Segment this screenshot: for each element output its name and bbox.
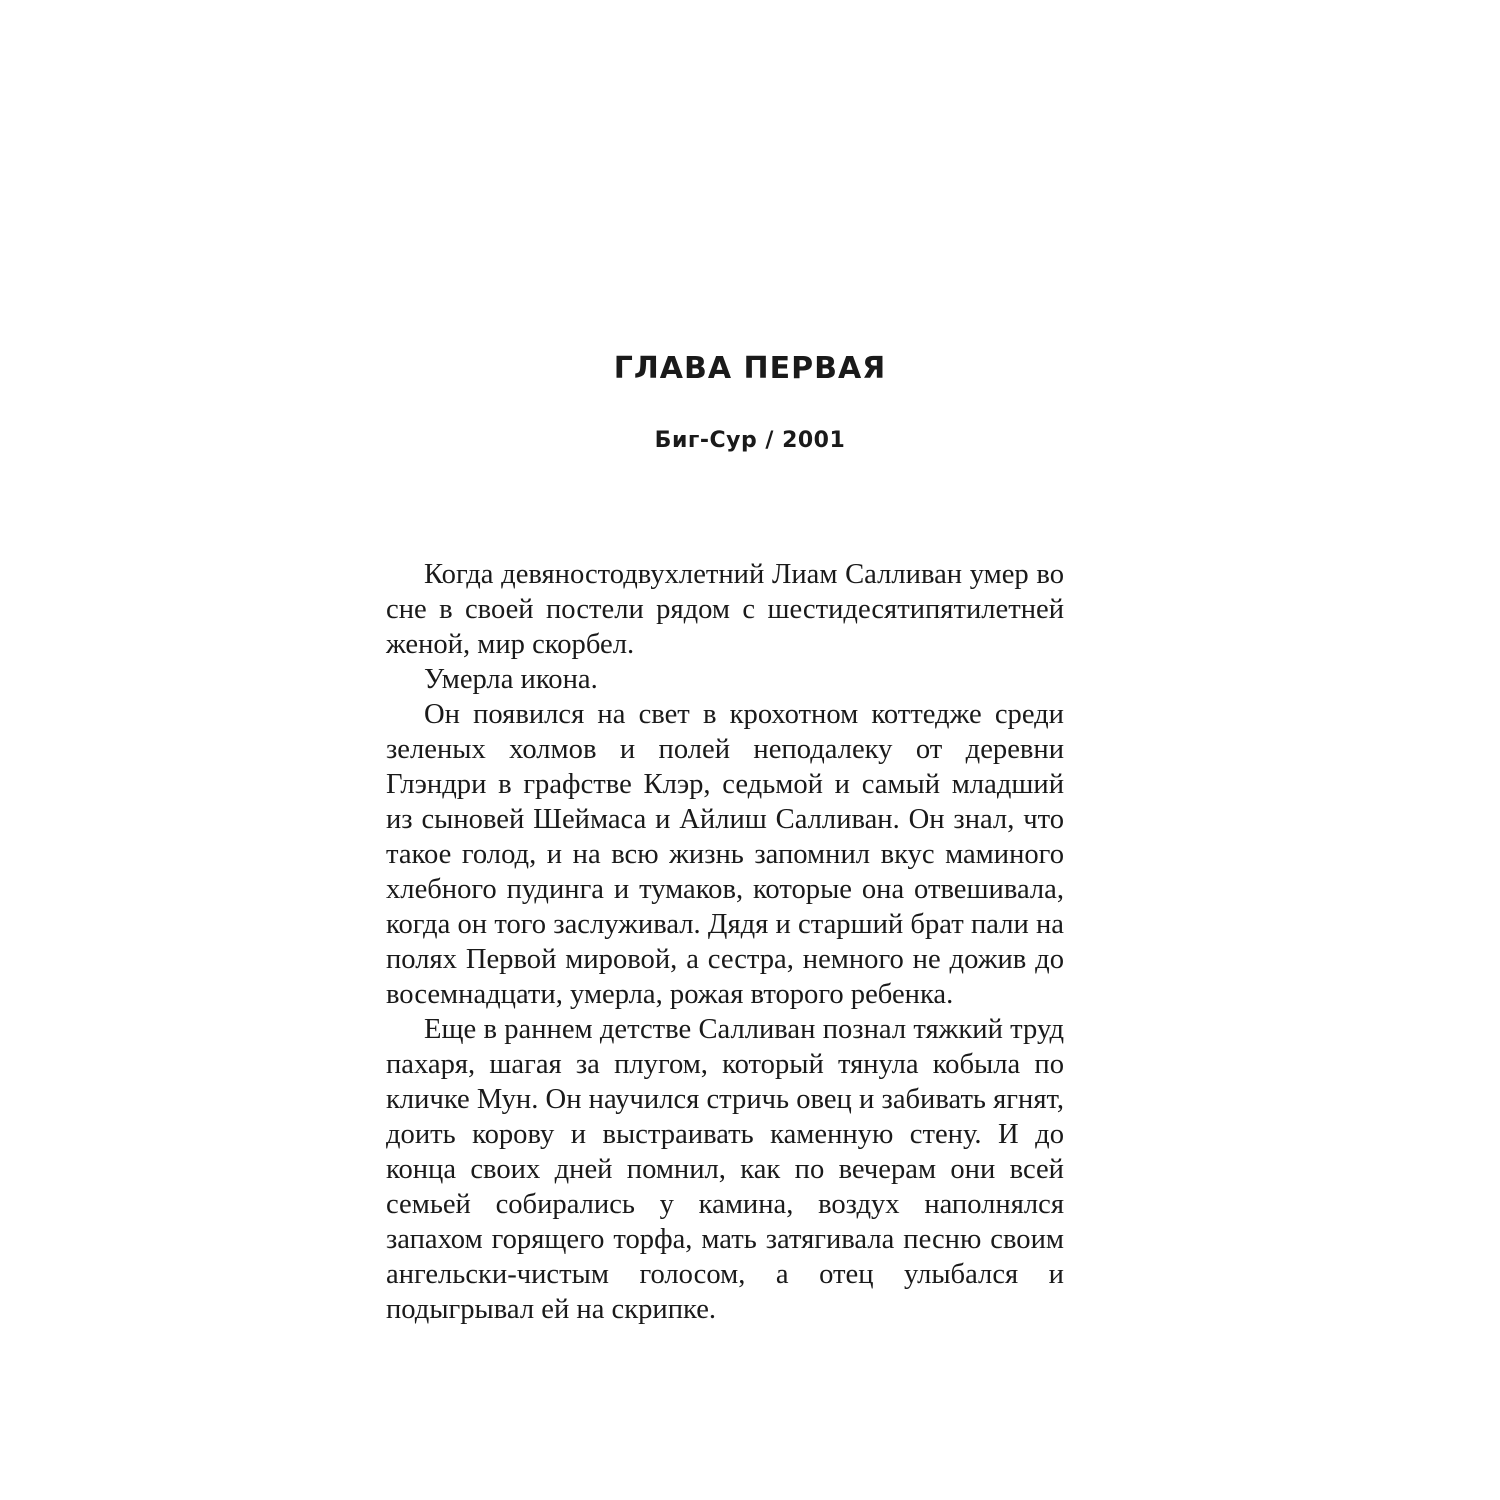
paragraph: Когда девяностодвухлетний Лиам Салливан умер во сне в своей постели рядом с шестидесятипятилетней женой, мир скорбел. [386, 559, 1064, 660]
paragraph: Еще в раннем детстве Салливан познал тяжкий труд пахаря, шагая за плугом, который тянула кобыла по кличке Мун. Он научился стричь овец и забивать ягнят, доить корову и выстраивать каменную стену. И до конца своих дней помнил, как по вечерам они всей семьей собирались у камина, воздух наполнялся запахом горящего торфа, мать затягивала песню своим ангельски-чистым голосом, а отец улыбался и подыгрывал ей на скрипке. [386, 1014, 1064, 1325]
chapter-subtitle: Биг-Сур / 2001 [654, 428, 846, 453]
paragraph: Он появился на свет в крохотном коттедже среди зеленых холмов и полей неподалеку от деревни Глэндри в графстве Клэр, седьмой и самый младший из сыновей Шеймаса и Айлиш Салливан. Он знал, что такое голод, и на всю жизнь запомнил вкус маминого хлебного пудинга и тумаков, которые она отвешивала, когда он того заслуживал. Дядя и старший брат пали на полях Первой мировой, а сестра, немного не дожив до восемнадцати, умерла, рожая второго ребенка. [386, 699, 1064, 1010]
chapter-title: ГЛАВА ПЕРВАЯ [613, 351, 887, 386]
paragraph: Умерла икона. [424, 664, 598, 695]
body-text [386, 557, 1064, 1327]
